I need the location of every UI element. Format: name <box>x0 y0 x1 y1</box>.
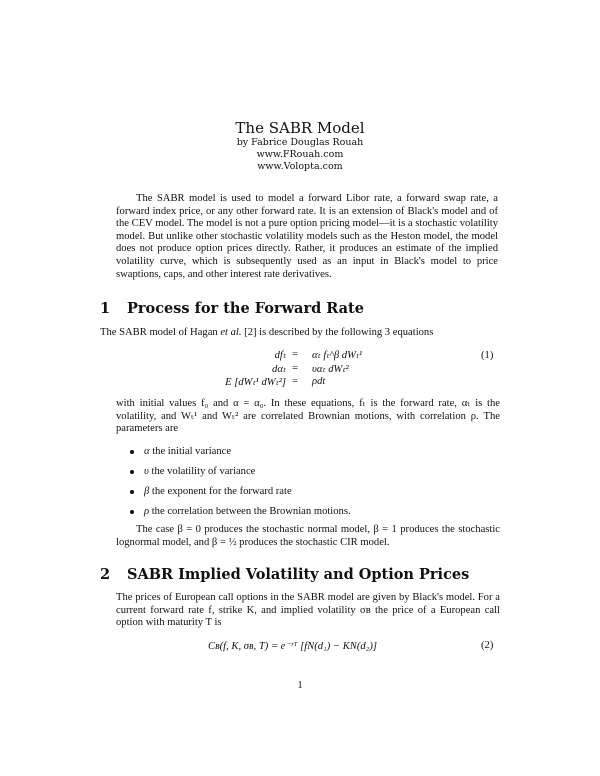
section-2-title: SABR Implied Volatility and Option Prices <box>127 566 470 583</box>
paper-title: The SABR Model <box>235 119 365 137</box>
parameter-description: the initial variance <box>149 446 232 457</box>
parameter-symbol: υ <box>144 466 149 477</box>
website-link-1[interactable]: www.FRouah.com <box>256 149 344 160</box>
equation-rel: = <box>292 376 298 387</box>
author-line: by Fabrice Douglas Rouah <box>236 137 364 148</box>
bullet-icon <box>130 450 134 454</box>
equation-block-1 <box>220 349 370 390</box>
list-item <box>130 466 430 486</box>
section-2-number: 2 <box>100 566 111 583</box>
equation-lhs: dαₜ <box>272 364 286 375</box>
bullet-icon <box>130 470 134 474</box>
section-1-number: 1 <box>100 300 111 317</box>
section-2-heading <box>100 566 469 583</box>
parameter-symbol: α <box>144 446 150 457</box>
equation-2: Cʙ(f, K, σʙ, T) = e⁻ʳᵀ [fN(d₁) − KN(d₂)] <box>208 641 377 652</box>
section-1-closing-paragraph: The case β = 0 produces the stochastic normal model, β = 1 produces the stochastic lognormal model, and β = ½ produces the stochastic CIR model. <box>116 524 500 548</box>
equation-row <box>220 349 370 363</box>
parameter-symbol: β <box>144 486 150 497</box>
parameter-description: the volatility of variance <box>148 466 256 477</box>
section-1-title: Process for the Forward Rate <box>127 300 364 317</box>
list-item <box>130 446 430 466</box>
parameter-description: the correlation between the Brownian motions. <box>149 506 351 517</box>
equation-rhs: αₜ fₜ^β dWₜ¹ <box>312 350 363 361</box>
section-1-heading <box>100 300 364 317</box>
parameter-list <box>130 446 430 526</box>
list-item <box>130 486 430 506</box>
equation-number-2: (2) <box>481 640 494 651</box>
equation-lhs: E [dWₜ¹ dWₜ²] <box>225 377 286 388</box>
equation-number-1: (1) <box>481 350 494 361</box>
parameter-description: the exponent for the forward rate <box>149 486 292 497</box>
bullet-icon <box>130 510 134 514</box>
equation-rhs: ρdt <box>312 376 326 387</box>
bullet-icon <box>130 490 134 494</box>
equation-rel: = <box>292 363 298 374</box>
website-link-2[interactable]: www.Volopta.com <box>257 161 343 172</box>
section-1-intro: The SABR model of Hagan et al. [2] is described by the following 3 equations <box>100 327 434 338</box>
page-number: 1 <box>297 680 303 691</box>
list-item <box>130 506 430 526</box>
abstract-paragraph: The SABR model is used to model a forward Libor rate, a forward swap rate, a forward index price, or any other forward rate. It is an extension of Black's model and of the CEV model. The model is not a pure option pricing model—it is a stochastic volatility model. But unlike other stochastic volatility models such as the Heston model, the model does not produce option prices directly. Rather, it produces an estimate of the implied volatility curve, which is subsequently used as an input in Black's model to price swaptions, caps, and other interest rate derivatives. <box>116 193 498 280</box>
parameter-symbol: ρ <box>144 506 150 517</box>
equation-rel: = <box>292 349 298 360</box>
et-al-text: et al. <box>220 327 242 338</box>
section-2-paragraph: The prices of European call options in the SABR model are given by Black's model. For a current forward rate f, strike K, and implied volatility σʙ the price of a European call option with maturity T is <box>116 592 500 629</box>
section-1-paragraph: with initial values f₀ and α = α₀. In these equations, fₜ is the forward rate, αₜ is the volatility, and Wₜ¹ and Wₜ² are correlated Brownian motions, with correlation ρ. The parameters are <box>116 398 500 435</box>
equation-lhs: dfₜ <box>274 350 286 361</box>
equation-row <box>220 376 370 390</box>
equation-rhs: υαₜ dWₜ² <box>312 364 349 375</box>
equation-row <box>220 363 370 376</box>
